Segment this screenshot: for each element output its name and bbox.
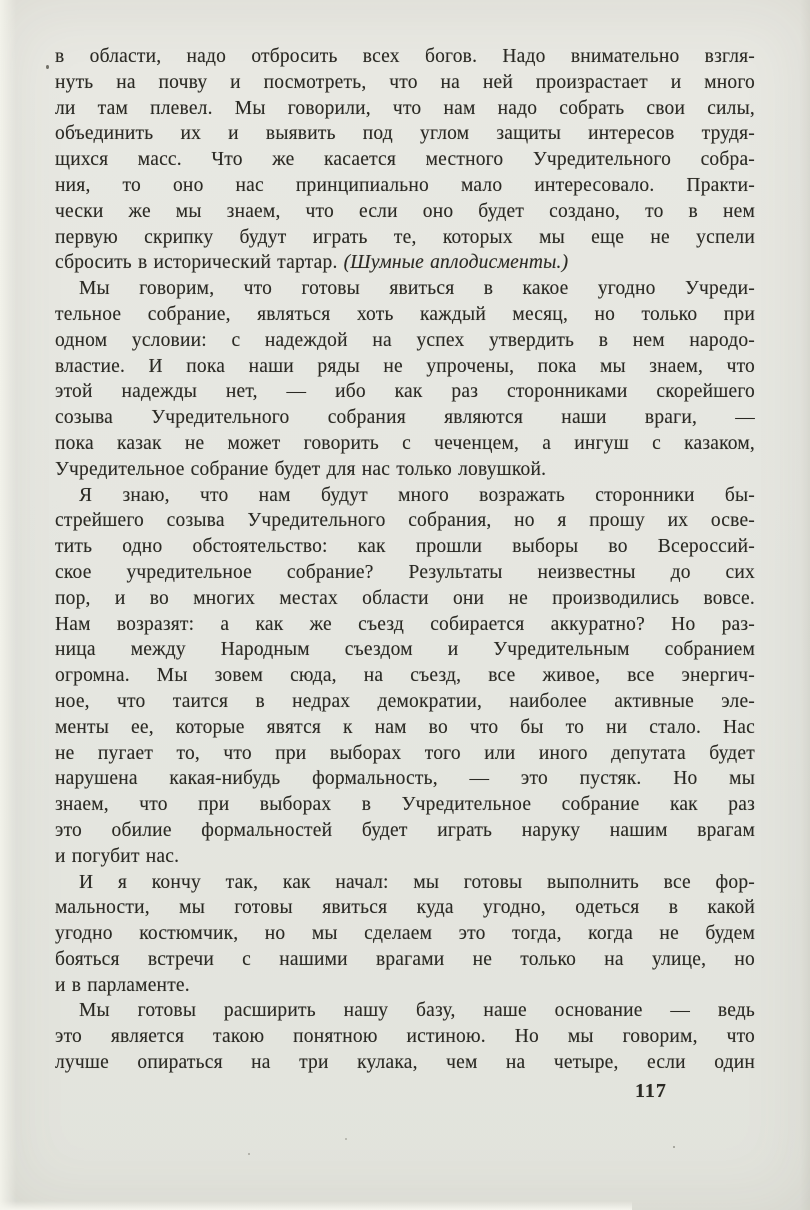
text-line	[55, 44, 755, 70]
text-line	[55, 457, 755, 483]
text-line	[55, 1050, 755, 1076]
text-run: угодно костюмчик, но мы сделаем это тогда, когда не будем	[55, 923, 755, 945]
text-line	[55, 586, 755, 612]
text-run: Нам возразят: а как же съезд собирается аккуратно? Но раз-	[55, 613, 755, 635]
text-line	[55, 147, 755, 173]
text-run: сбросить в исторический тартар.	[55, 252, 344, 274]
text-line	[55, 483, 755, 509]
text-run: знаем, что при выборах в Учредительное собрание как раз	[55, 794, 755, 816]
text-line	[55, 534, 755, 560]
text-run: не пугает то, что при выборах того или иного депутата будет	[55, 742, 755, 764]
text-run: тить одно обстоятельство: как прошли выборы во Всероссий-	[55, 536, 755, 558]
text-run: менты ее, которые явятся к нам во что бы то ни стало. Нас	[55, 716, 755, 738]
text-run: ница между Народным съездом и Учредительным собранием	[55, 639, 755, 661]
text-run: властие. И пока наши ряды не упрочены, пока мы знаем, что	[55, 355, 755, 377]
text-line	[55, 199, 755, 225]
text-line	[55, 766, 755, 792]
text-run: пор, и во многих местах области они не производились вовсе.	[55, 587, 755, 609]
ink-speck	[248, 1153, 250, 1155]
text-run: Мы говорим, что готовы явиться в какое угодно Учреди-	[79, 278, 755, 300]
paragraph	[55, 870, 755, 999]
text-run: ли там плевел. Мы говорили, что нам надо собрать свои силы,	[55, 97, 755, 119]
text-run: первую скрипку будут играть те, которых мы еще не успели	[55, 226, 755, 248]
text-line	[55, 844, 755, 870]
text-line	[55, 715, 755, 741]
scan-edge-right	[800, 0, 810, 1210]
text-line	[55, 328, 755, 354]
text-run: лучше опираться на три кулака, чем на четыре, если один	[55, 1052, 755, 1074]
text-run: ное, что таится в недрах демократии, наиболее активные эле-	[55, 690, 755, 712]
text-run: Мы готовы расширить нашу базу, наше основание — ведь	[79, 1000, 755, 1022]
text-run: одном условии: с надеждой на успех утвердить в нем народо-	[55, 329, 755, 351]
text-run: бояться встречи с нашими врагами не только на улице, но	[55, 948, 755, 970]
text-run: этой надежды нет, — ибо как раз сторонниками скорейшего	[55, 381, 755, 403]
text-line	[55, 405, 755, 431]
scan-edge-bottom	[0, 1201, 632, 1210]
text-run: мальности, мы готовы явиться куда угодно, одеться в какой	[55, 897, 755, 919]
text-line	[55, 792, 755, 818]
paragraph	[55, 998, 755, 1075]
text-run: в области, надо отбросить всех богов. Надо внимательно взгля-	[55, 46, 755, 67]
text-line	[55, 741, 755, 767]
text-run: созыва Учредительного собрания являются наши враги, —	[55, 407, 755, 429]
text-line	[55, 225, 755, 251]
text-line	[55, 379, 755, 405]
text-run: Учредительное собрание будет для нас только ловушкой.	[55, 458, 547, 480]
text-run: щихся масс. Что же касается местного Учредительного собра-	[55, 149, 755, 171]
text-run: тельное собрание, являться хоть каждый месяц, но только при	[55, 303, 755, 325]
text-run: и погубит нас.	[55, 845, 180, 867]
text-block	[55, 44, 755, 1076]
text-line	[55, 276, 755, 302]
text-run: это обилие формальностей будет играть наруку нашим врагам	[55, 819, 755, 841]
text-line	[55, 663, 755, 689]
text-line	[55, 612, 755, 638]
text-line	[55, 431, 755, 457]
text-line	[55, 947, 755, 973]
text-line	[55, 560, 755, 586]
text-line	[55, 689, 755, 715]
text-run: Я знаю, что нам будут много возражать сторонники бы-	[79, 484, 755, 506]
text-run: нарушена какая-нибудь формальность, — это пустяк. Но мы	[55, 768, 755, 790]
text-line	[55, 96, 755, 122]
text-line	[55, 895, 755, 921]
text-run: нуть на почву и посмотреть, что на ней произрастает и много	[55, 71, 755, 93]
text-line	[55, 921, 755, 947]
ink-speck	[345, 1138, 347, 1140]
text-run: И я кончу так, как начал: мы готовы выполнить все фор-	[79, 871, 755, 893]
text-line	[55, 1024, 755, 1050]
text-line	[55, 818, 755, 844]
text-run: огромна. Мы зовем сюда, на съезд, все живое, все энергич-	[55, 665, 755, 687]
text-line	[55, 354, 755, 380]
text-line	[55, 302, 755, 328]
paragraph	[55, 276, 755, 482]
text-run: это является такою понятною истиною. Но мы говорим, что	[55, 1026, 755, 1048]
ink-speck	[46, 65, 49, 69]
text-run: ское учредительное собрание? Результаты неизвестны до сих	[55, 561, 755, 583]
scan-edge-left	[0, 0, 16, 1210]
text-line	[55, 870, 755, 896]
text-run: ния, то оно нас принципиально мало интересовало. Практи-	[55, 174, 755, 196]
stage-direction-italic: (Шумные аплодисменты.)	[343, 252, 569, 274]
text-line	[55, 998, 755, 1024]
page-number: 117	[635, 1080, 667, 1102]
text-line	[55, 508, 755, 534]
paragraph	[55, 44, 755, 276]
text-line	[55, 70, 755, 96]
text-run: чески же мы знаем, что если оно будет создано, то в нем	[55, 200, 755, 222]
text-run: стрейшего созыва Учредительного собрания, но я прошу их осве-	[55, 510, 755, 532]
text-line	[55, 973, 755, 999]
text-line	[55, 637, 755, 663]
paragraph	[55, 483, 755, 870]
text-line	[55, 173, 755, 199]
text-line	[55, 250, 755, 276]
text-run: и в парламенте.	[55, 974, 190, 996]
text-run: объединить их и выявить под углом защиты интересов трудя-	[55, 123, 755, 145]
text-run: пока казак не может говорить с чеченцем, а ингуш с казаком,	[55, 432, 755, 454]
ink-speck	[673, 1146, 675, 1148]
text-line	[55, 121, 755, 147]
